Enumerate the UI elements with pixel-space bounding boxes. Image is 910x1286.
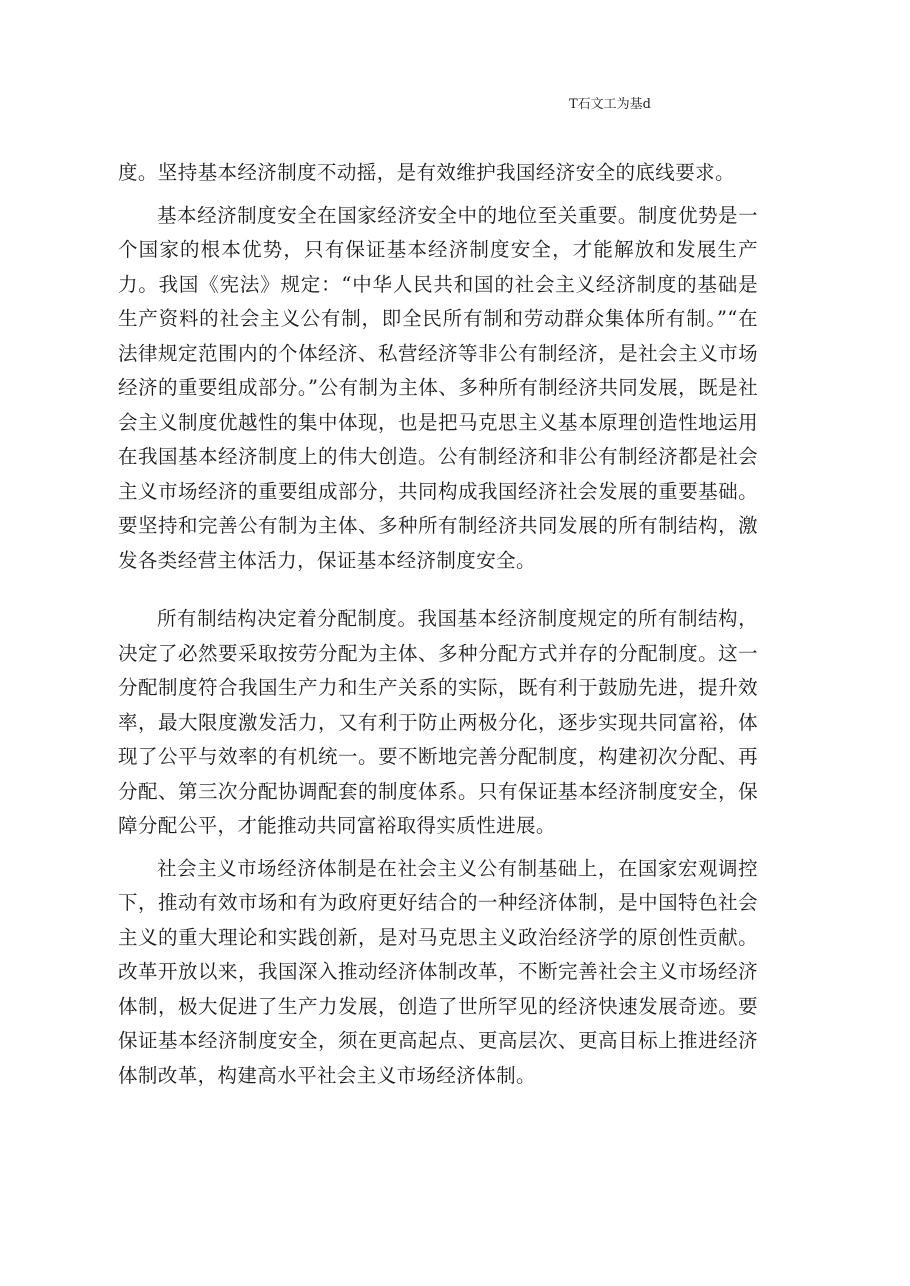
header-mark: T石文工为基d [569, 97, 651, 112]
paragraph-ownership: 基本经济制度安全在国家经济安全中的地位至关重要。制度优势是一个国家的根本优势，只有保证基本经济制度安全，才能解放和发展生产力。我国《宪法》规定：“中华人民共和国的社会主义经济制度的基础是生产资料的社会主义公有制，即全民所有制和劳动群众集体所有制。”“在法律规定范围内的个体经济、私营经济等非公有制经济，是社会主义市场经济的重要组成部分。”公有制为主体、多种所有制经济共同发展，既是社会主义制度优越性的集中体现，也是把马克思主义基本原理创造性地运用在我国基本经济制度上的伟大创造。公有制经济和非公有制经济都是社会主义市场经济的重要组成部分，共同构成我国经济社会发展的重要基础。要坚持和完善公有制为主体、多种所有制经济共同发展的所有制结构，激发各类经营主体活力，保证基本经济制度安全。 [118, 203, 758, 572]
paragraph-distribution: 所有制结构决定着分配制度。我国基本经济制度规定的所有制结构，决定了必然要采取按劳分配为主体、多种分配方式并存的分配制度。这一分配制度符合我国生产力和生产关系的实际，既有利于鼓励先进，提升效率，最大限度激发活力，又有利于防止两极分化，逐步实现共同富裕，体现了公平与效率的有机统一。要不断地完善分配制度，构建初次分配、再分配、第三次分配协调配套的制度体系。只有保证基本经济制度安全，保障分配公平，才能推动共同富裕取得实质性进展。 [118, 607, 758, 837]
paragraph-market-economy: 社会主义市场经济体制是在社会主义公有制基础上，在国家宏观调控下，推动有效市场和有为政府更好结合的一种经济体制，是中国特色社会主义的重大理论和实践创新，是对马克思主义政治经济学的原创性贡献。改革开放以来，我国深入推动经济体制改革，不断完善社会主义市场经济体制，极大促进了生产力发展，创造了世所罕见的经济快速发展奇迹。要保证基本经济制度安全，须在更高起点、更高层次、更高目标上推进经济体制改革，构建高水平社会主义市场经济体制。 [118, 856, 758, 1087]
page-body [118, 156, 758, 1093]
paragraph-continuation: 度。坚持基本经济制度不动摇，是有效维护我国经济安全的底线要求。 [118, 161, 735, 184]
